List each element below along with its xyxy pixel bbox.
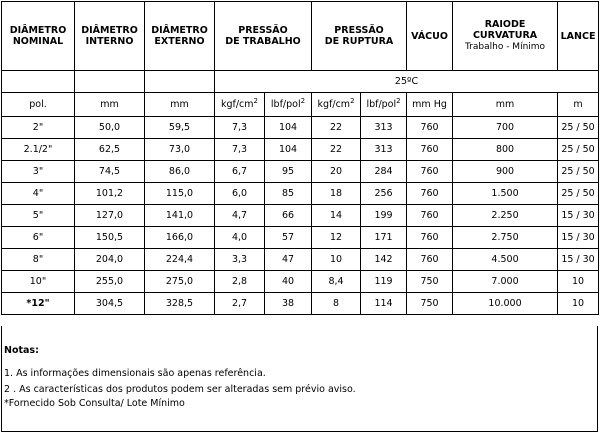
- cell-vacuo: 760: [407, 205, 453, 227]
- cell-rupt-lbf: 313: [361, 139, 407, 161]
- cell-trab-lbf: 57: [265, 227, 312, 249]
- notes-title: Notas:: [4, 345, 39, 356]
- temperature-blank: [75, 71, 145, 93]
- cell-trab-lbf: 104: [265, 117, 312, 139]
- header-lance: LANCE: [558, 2, 599, 71]
- header-pressao-trabalho: PRESSÃO DE TRABALHO: [215, 2, 312, 71]
- note-2: 2 . As características dos produtos podem ser alteradas sem prévio aviso.: [4, 384, 356, 395]
- cell-raio: 2.750: [453, 227, 558, 249]
- cell-lance: 25 / 50: [558, 183, 599, 205]
- cell-trab-lbf: 104: [265, 139, 312, 161]
- cell-externo: 166,0: [145, 227, 215, 249]
- header-diametro-interno: DIÂMETRO INTERNO: [75, 2, 145, 71]
- cell-trab-lbf: 47: [265, 249, 312, 271]
- unit-rupt-lbf: lbf/pol$^2$: [361, 93, 407, 117]
- cell-raio: 900: [453, 161, 558, 183]
- temperature-blank: [145, 71, 215, 93]
- note-3: *Fornecido Sob Consulta/ Lote Mínimo: [4, 398, 185, 409]
- cell-interno: 150,5: [75, 227, 145, 249]
- cell-trab-lbf: 66: [265, 205, 312, 227]
- cell-interno: 74,5: [75, 161, 145, 183]
- table-body: [2, 117, 599, 315]
- cell-nominal: 6": [2, 227, 75, 249]
- cell-trab-lbf: 85: [265, 183, 312, 205]
- header-raio-curvatura: RAIODE CURVATURA Trabalho - Mínimo: [453, 2, 558, 71]
- cell-externo: 275,0: [145, 271, 215, 293]
- units-row: [2, 93, 599, 117]
- cell-rupt-lbf: 119: [361, 271, 407, 293]
- cell-trab-kgf: 6,7: [215, 161, 265, 183]
- cell-vacuo: 750: [407, 293, 453, 315]
- temperature-row: [2, 71, 599, 93]
- cell-interno: 204,0: [75, 249, 145, 271]
- cell-rupt-lbf: 199: [361, 205, 407, 227]
- cell-nominal: 2": [2, 117, 75, 139]
- cell-lance: 25 / 50: [558, 161, 599, 183]
- cell-trab-kgf: 7,3: [215, 117, 265, 139]
- table-row: [2, 183, 599, 205]
- table-row: [2, 117, 599, 139]
- cell-interno: 101,2: [75, 183, 145, 205]
- cell-trab-kgf: 4,0: [215, 227, 265, 249]
- cell-lance: 10: [558, 271, 599, 293]
- cell-vacuo: 760: [407, 139, 453, 161]
- cell-lance: 15 / 30: [558, 249, 599, 271]
- header-diametro-externo: DIÂMETRO EXTERNO: [145, 2, 215, 71]
- header-raio-sub: Trabalho - Mínimo: [465, 42, 546, 52]
- table-row: [2, 271, 599, 293]
- header-pressao-ruptura: PRESSÃO DE RUPTURA: [312, 2, 407, 71]
- cell-rupt-kgf: 8,4: [312, 271, 361, 293]
- cell-interno: 50,0: [75, 117, 145, 139]
- cell-rupt-kgf: 22: [312, 139, 361, 161]
- cell-lance: 15 / 30: [558, 227, 599, 249]
- cell-nominal: 5": [2, 205, 75, 227]
- cell-trab-kgf: 7,3: [215, 139, 265, 161]
- unit-trab-kgf: kgf/$cm^2$: [215, 93, 265, 117]
- cell-trab-kgf: 2,8: [215, 271, 265, 293]
- cell-raio: 800: [453, 139, 558, 161]
- cell-externo: 86,0: [145, 161, 215, 183]
- cell-interno: 127,0: [75, 205, 145, 227]
- cell-externo: 73,0: [145, 139, 215, 161]
- unit-externo: mm: [145, 93, 215, 117]
- cell-vacuo: 750: [407, 271, 453, 293]
- unit-vacuo: mm Hg: [407, 93, 453, 117]
- cell-trab-lbf: 95: [265, 161, 312, 183]
- cell-vacuo: 760: [407, 161, 453, 183]
- table-row: [2, 205, 599, 227]
- unit-raio: mm: [453, 93, 558, 117]
- cell-lance: 15 / 30: [558, 205, 599, 227]
- note-1: 1. As informações dimensionais são apenas referência.: [4, 368, 266, 379]
- cell-externo: 328,5: [145, 293, 215, 315]
- cell-rupt-lbf: 142: [361, 249, 407, 271]
- cell-rupt-kgf: 14: [312, 205, 361, 227]
- header-row: [2, 2, 599, 71]
- cell-interno: 62,5: [75, 139, 145, 161]
- cell-raio: 2.250: [453, 205, 558, 227]
- header-vacuo: VÁCUO: [407, 2, 453, 71]
- cell-raio: 700: [453, 117, 558, 139]
- cell-trab-lbf: 40: [265, 271, 312, 293]
- cell-trab-kgf: 2,7: [215, 293, 265, 315]
- cell-rupt-kgf: 22: [312, 117, 361, 139]
- bottom-border: [1, 431, 598, 432]
- cell-raio: 1.500: [453, 183, 558, 205]
- cell-nominal: 10": [2, 271, 75, 293]
- cell-nominal: 2.1/2": [2, 139, 75, 161]
- cell-vacuo: 760: [407, 227, 453, 249]
- cell-trab-kgf: 3,3: [215, 249, 265, 271]
- cell-interno: 255,0: [75, 271, 145, 293]
- cell-lance: 10: [558, 293, 599, 315]
- cell-rupt-kgf: 20: [312, 161, 361, 183]
- cell-nominal: 8": [2, 249, 75, 271]
- cell-externo: 59,5: [145, 117, 215, 139]
- cell-rupt-kgf: 8: [312, 293, 361, 315]
- cell-nominal: 3": [2, 161, 75, 183]
- notes-right-border: [597, 326, 598, 432]
- cell-rupt-kgf: 12: [312, 227, 361, 249]
- cell-rupt-lbf: 171: [361, 227, 407, 249]
- cell-externo: 141,0: [145, 205, 215, 227]
- table-row: [2, 293, 599, 315]
- cell-rupt-lbf: 284: [361, 161, 407, 183]
- temperature-label: 25ºC: [215, 71, 599, 93]
- table-row: [2, 249, 599, 271]
- cell-nominal: *12": [2, 293, 75, 315]
- header-diametro-nominal: DIÂMETRO NOMINAL: [2, 2, 75, 71]
- cell-trab-lbf: 38: [265, 293, 312, 315]
- table-row: [2, 161, 599, 183]
- cell-lance: 25 / 50: [558, 139, 599, 161]
- unit-trab-lbf: lbf/pol$^2$: [265, 93, 312, 117]
- cell-raio: 7.000: [453, 271, 558, 293]
- cell-rupt-kgf: 18: [312, 183, 361, 205]
- cell-raio: 10.000: [453, 293, 558, 315]
- cell-nominal: 4": [2, 183, 75, 205]
- cell-vacuo: 760: [407, 249, 453, 271]
- cell-trab-kgf: 4,7: [215, 205, 265, 227]
- cell-trab-kgf: 6,0: [215, 183, 265, 205]
- table-row: [2, 227, 599, 249]
- unit-nominal: pol.: [2, 93, 75, 117]
- unit-interno: mm: [75, 93, 145, 117]
- cell-rupt-lbf: 114: [361, 293, 407, 315]
- cell-lance: 25 / 50: [558, 117, 599, 139]
- notes-left-border: [1, 326, 2, 432]
- cell-vacuo: 760: [407, 117, 453, 139]
- cell-raio: 4.500: [453, 249, 558, 271]
- cell-vacuo: 760: [407, 183, 453, 205]
- cell-externo: 115,0: [145, 183, 215, 205]
- temperature-blank: [2, 71, 75, 93]
- cell-rupt-lbf: 313: [361, 117, 407, 139]
- table-row: [2, 139, 599, 161]
- unit-lance: m: [558, 93, 599, 117]
- specification-table: [1, 1, 599, 315]
- cell-externo: 224,4: [145, 249, 215, 271]
- unit-rupt-kgf: kgf/$cm^2$: [312, 93, 361, 117]
- cell-rupt-kgf: 10: [312, 249, 361, 271]
- cell-interno: 304,5: [75, 293, 145, 315]
- cell-rupt-lbf: 256: [361, 183, 407, 205]
